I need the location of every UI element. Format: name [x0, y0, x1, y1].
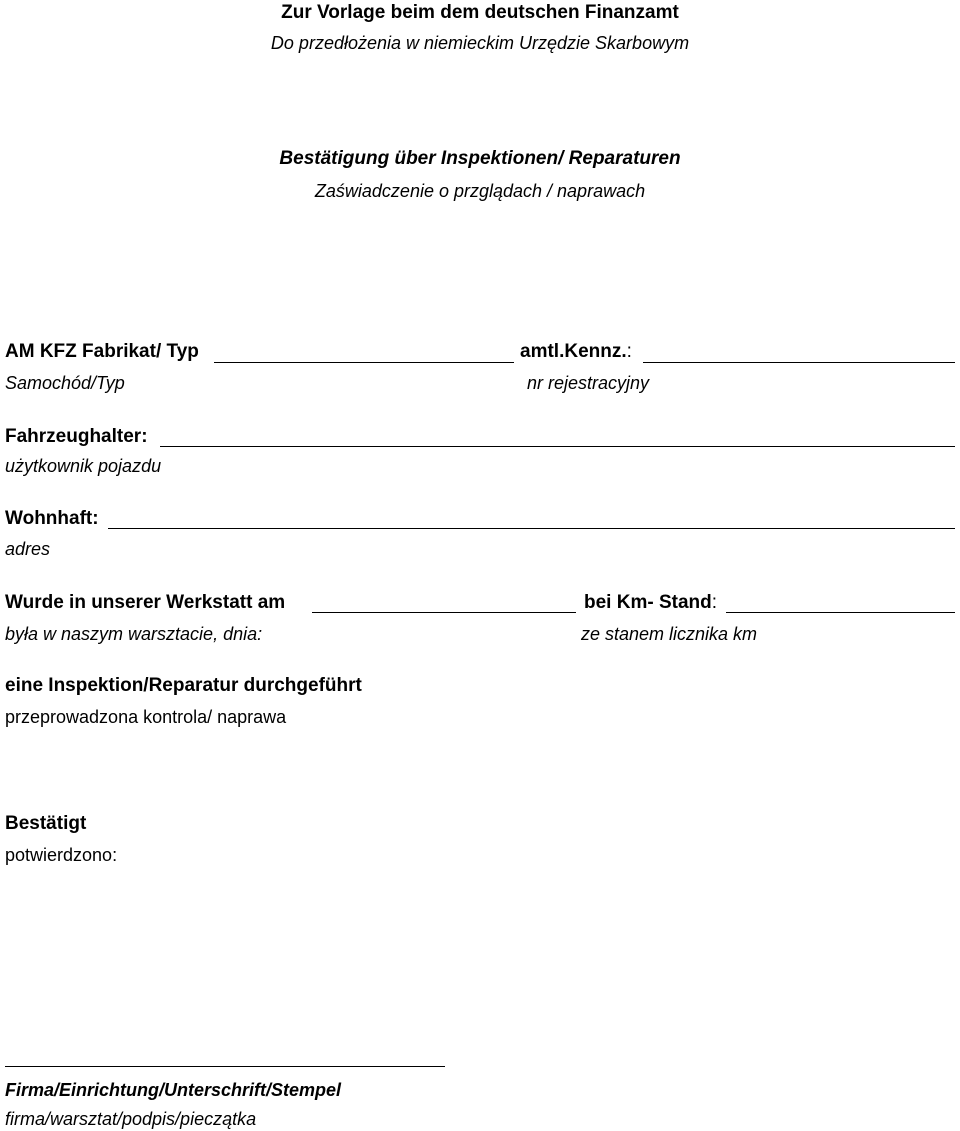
plate-field[interactable]	[643, 362, 955, 363]
signature-line[interactable]	[5, 1066, 445, 1067]
address-label-pl: adres	[5, 539, 51, 559]
km-field[interactable]	[726, 612, 955, 613]
inspection-text-pl: przeprowadzona kontrola/ naprawa	[5, 707, 287, 727]
confirm-label-pl: potwierdzono:	[5, 845, 118, 865]
vehicle-make-label-pl: Samochód/Typ	[5, 373, 125, 393]
km-label	[584, 592, 717, 614]
heading-pl: Zaświadczenie o przglądach / naprawach	[314, 181, 646, 201]
holder-label-pl: użytkownik pojazdu	[5, 456, 162, 476]
km-label-colon: :	[711, 592, 718, 613]
plate-label-text: amtl.Kennz.	[520, 341, 627, 362]
address-field[interactable]	[108, 528, 955, 529]
header-title-de: Zur Vorlage beim dem deutschen Finanzamt	[281, 2, 679, 23]
signature-label-pl: firma/warsztat/podpis/pieczątka	[5, 1109, 257, 1129]
workshop-date-label-pl: była w naszym warsztacie, dnia:	[5, 624, 263, 644]
header-title-pl: Do przedłożenia w niemieckim Urzędzie Skarbowym	[270, 33, 690, 53]
plate-label	[520, 341, 632, 363]
vehicle-make-label: AM KFZ Fabrikat/ Typ	[5, 341, 199, 362]
holder-label: Fahrzeughalter:	[5, 426, 148, 447]
km-label-text: bei Km- Stand	[584, 592, 712, 613]
holder-field[interactable]	[160, 446, 955, 447]
inspection-text: eine Inspektion/Reparatur durchgeführt	[5, 675, 362, 696]
workshop-date-label: Wurde in unserer Werkstatt am	[5, 592, 286, 613]
km-label-pl: ze stanem licznika km	[581, 624, 758, 644]
workshop-date-field[interactable]	[312, 612, 576, 613]
vehicle-make-field[interactable]	[214, 362, 514, 363]
address-label: Wohnhaft:	[5, 508, 99, 529]
heading-de: Bestätigung über Inspektionen/ Reparaturen	[279, 148, 681, 169]
plate-label-pl: nr rejestracyjny	[527, 373, 650, 393]
plate-label-colon: :	[626, 341, 632, 362]
confirm-label: Bestätigt	[5, 813, 87, 834]
signature-label: Firma/Einrichtung/Unterschrift/Stempel	[5, 1080, 342, 1100]
